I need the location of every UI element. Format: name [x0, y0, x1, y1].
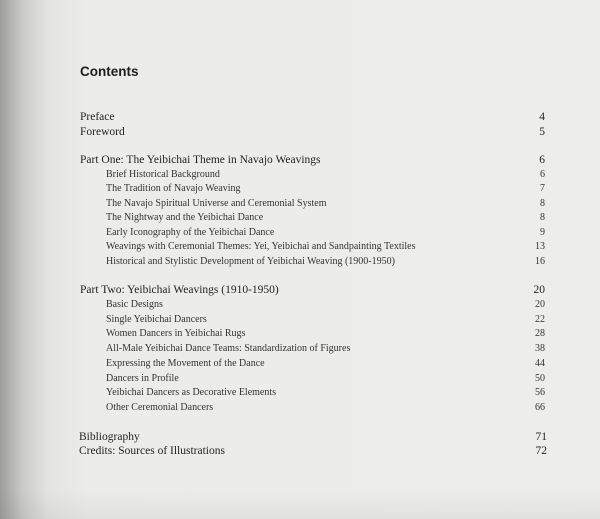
toc-entry-page: 6 — [540, 169, 545, 180]
toc-entry-label: Part One: The Yeibichai Theme in Navajo Weavings — [80, 154, 321, 166]
toc-entry-label: Historical and Stylistic Development of Yeibichai Weaving (1900-1950) — [106, 256, 395, 267]
toc-entry-page: 50 — [535, 373, 545, 384]
toc-part-one-heading[interactable] — [80, 153, 545, 167]
toc-entry-label: Brief Historical Background — [106, 169, 220, 180]
toc-entry-page: 4 — [539, 111, 545, 123]
toc-entry[interactable] — [106, 182, 545, 196]
toc-entry-page: 16 — [535, 256, 545, 267]
toc-entry-label: Weavings with Ceremonial Themes: Yei, Yeibichai and Sandpainting Textiles — [106, 241, 416, 252]
toc-entry[interactable] — [106, 255, 545, 269]
toc-entry-page: 44 — [535, 358, 545, 369]
toc-entry-label: Preface — [80, 111, 115, 123]
toc-entry-label: The Nightway and the Yeibichai Dance — [106, 212, 264, 223]
toc-entry[interactable] — [106, 313, 545, 327]
toc-entry[interactable] — [106, 226, 545, 240]
toc-part-two-heading[interactable] — [80, 283, 545, 297]
toc-entry[interactable] — [106, 327, 545, 341]
toc-entry[interactable] — [106, 401, 545, 415]
toc-entry-label: Foreword — [80, 126, 125, 138]
toc-entry-label: Expressing the Movement of the Dance — [106, 358, 265, 369]
toc-entry-page: 5 — [539, 126, 545, 138]
toc-entry-page: 56 — [535, 387, 545, 398]
toc-entry-label: The Tradition of Navajo Weaving — [106, 183, 241, 194]
toc-entry[interactable] — [106, 211, 545, 225]
toc-entry-label: Basic Designs — [106, 299, 163, 310]
toc-entry[interactable] — [106, 357, 545, 371]
toc-entry[interactable] — [106, 197, 545, 211]
toc-entry-bibliography[interactable] — [79, 430, 547, 444]
toc-entry[interactable] — [106, 386, 545, 400]
toc-entry-page: 22 — [535, 314, 545, 325]
toc-entry-label: Single Yeibichai Dancers — [106, 314, 207, 325]
toc-entry-page: 20 — [535, 299, 545, 310]
toc-entry-label: Yeibichai Dancers as Decorative Elements — [106, 387, 277, 398]
contents-heading: Contents — [80, 64, 139, 79]
toc-entry-label: Other Ceremonial Dancers — [106, 402, 214, 413]
toc-entry[interactable] — [106, 372, 545, 386]
toc-entry-page: 72 — [535, 445, 547, 457]
toc-entry-page: 38 — [535, 343, 545, 354]
toc-entry-page: 6 — [539, 154, 545, 166]
toc-entry-page: 66 — [535, 402, 545, 413]
toc-entry-page: 71 — [535, 431, 547, 443]
toc-entry[interactable] — [106, 168, 545, 182]
toc-entry-preface[interactable] — [80, 110, 545, 124]
toc-entry-foreword[interactable] — [80, 125, 545, 139]
toc-entry-credits[interactable] — [79, 444, 547, 458]
toc-entry-page: 13 — [535, 241, 545, 252]
toc-entry-label: Early Iconography of the Yeibichai Dance — [106, 227, 275, 238]
toc-entry-label: All-Male Yeibichai Dance Teams: Standardization of Figures — [106, 343, 351, 354]
toc-entry-label: Women Dancers in Yeibichai Rugs — [106, 328, 246, 339]
toc-entry-page: 28 — [535, 328, 545, 339]
toc-entry-label: The Navajo Spiritual Universe and Ceremonial System — [106, 198, 327, 209]
toc-entry-page: 9 — [540, 227, 545, 238]
toc-entry-label: Credits: Sources of Illustrations — [79, 445, 225, 457]
toc-entry-page: 7 — [540, 183, 545, 194]
toc-entry[interactable] — [106, 342, 545, 356]
toc-entry[interactable] — [106, 240, 545, 254]
toc-entry[interactable] — [106, 298, 545, 312]
toc-entry-label: Bibliography — [79, 431, 140, 443]
toc-entry-page: 20 — [533, 284, 545, 296]
toc-entry-page: 8 — [540, 212, 545, 223]
toc-entry-label: Part Two: Yeibichai Weavings (1910-1950) — [80, 284, 279, 296]
toc-entry-page: 8 — [540, 198, 545, 209]
toc-entry-label: Dancers in Profile — [106, 373, 179, 384]
